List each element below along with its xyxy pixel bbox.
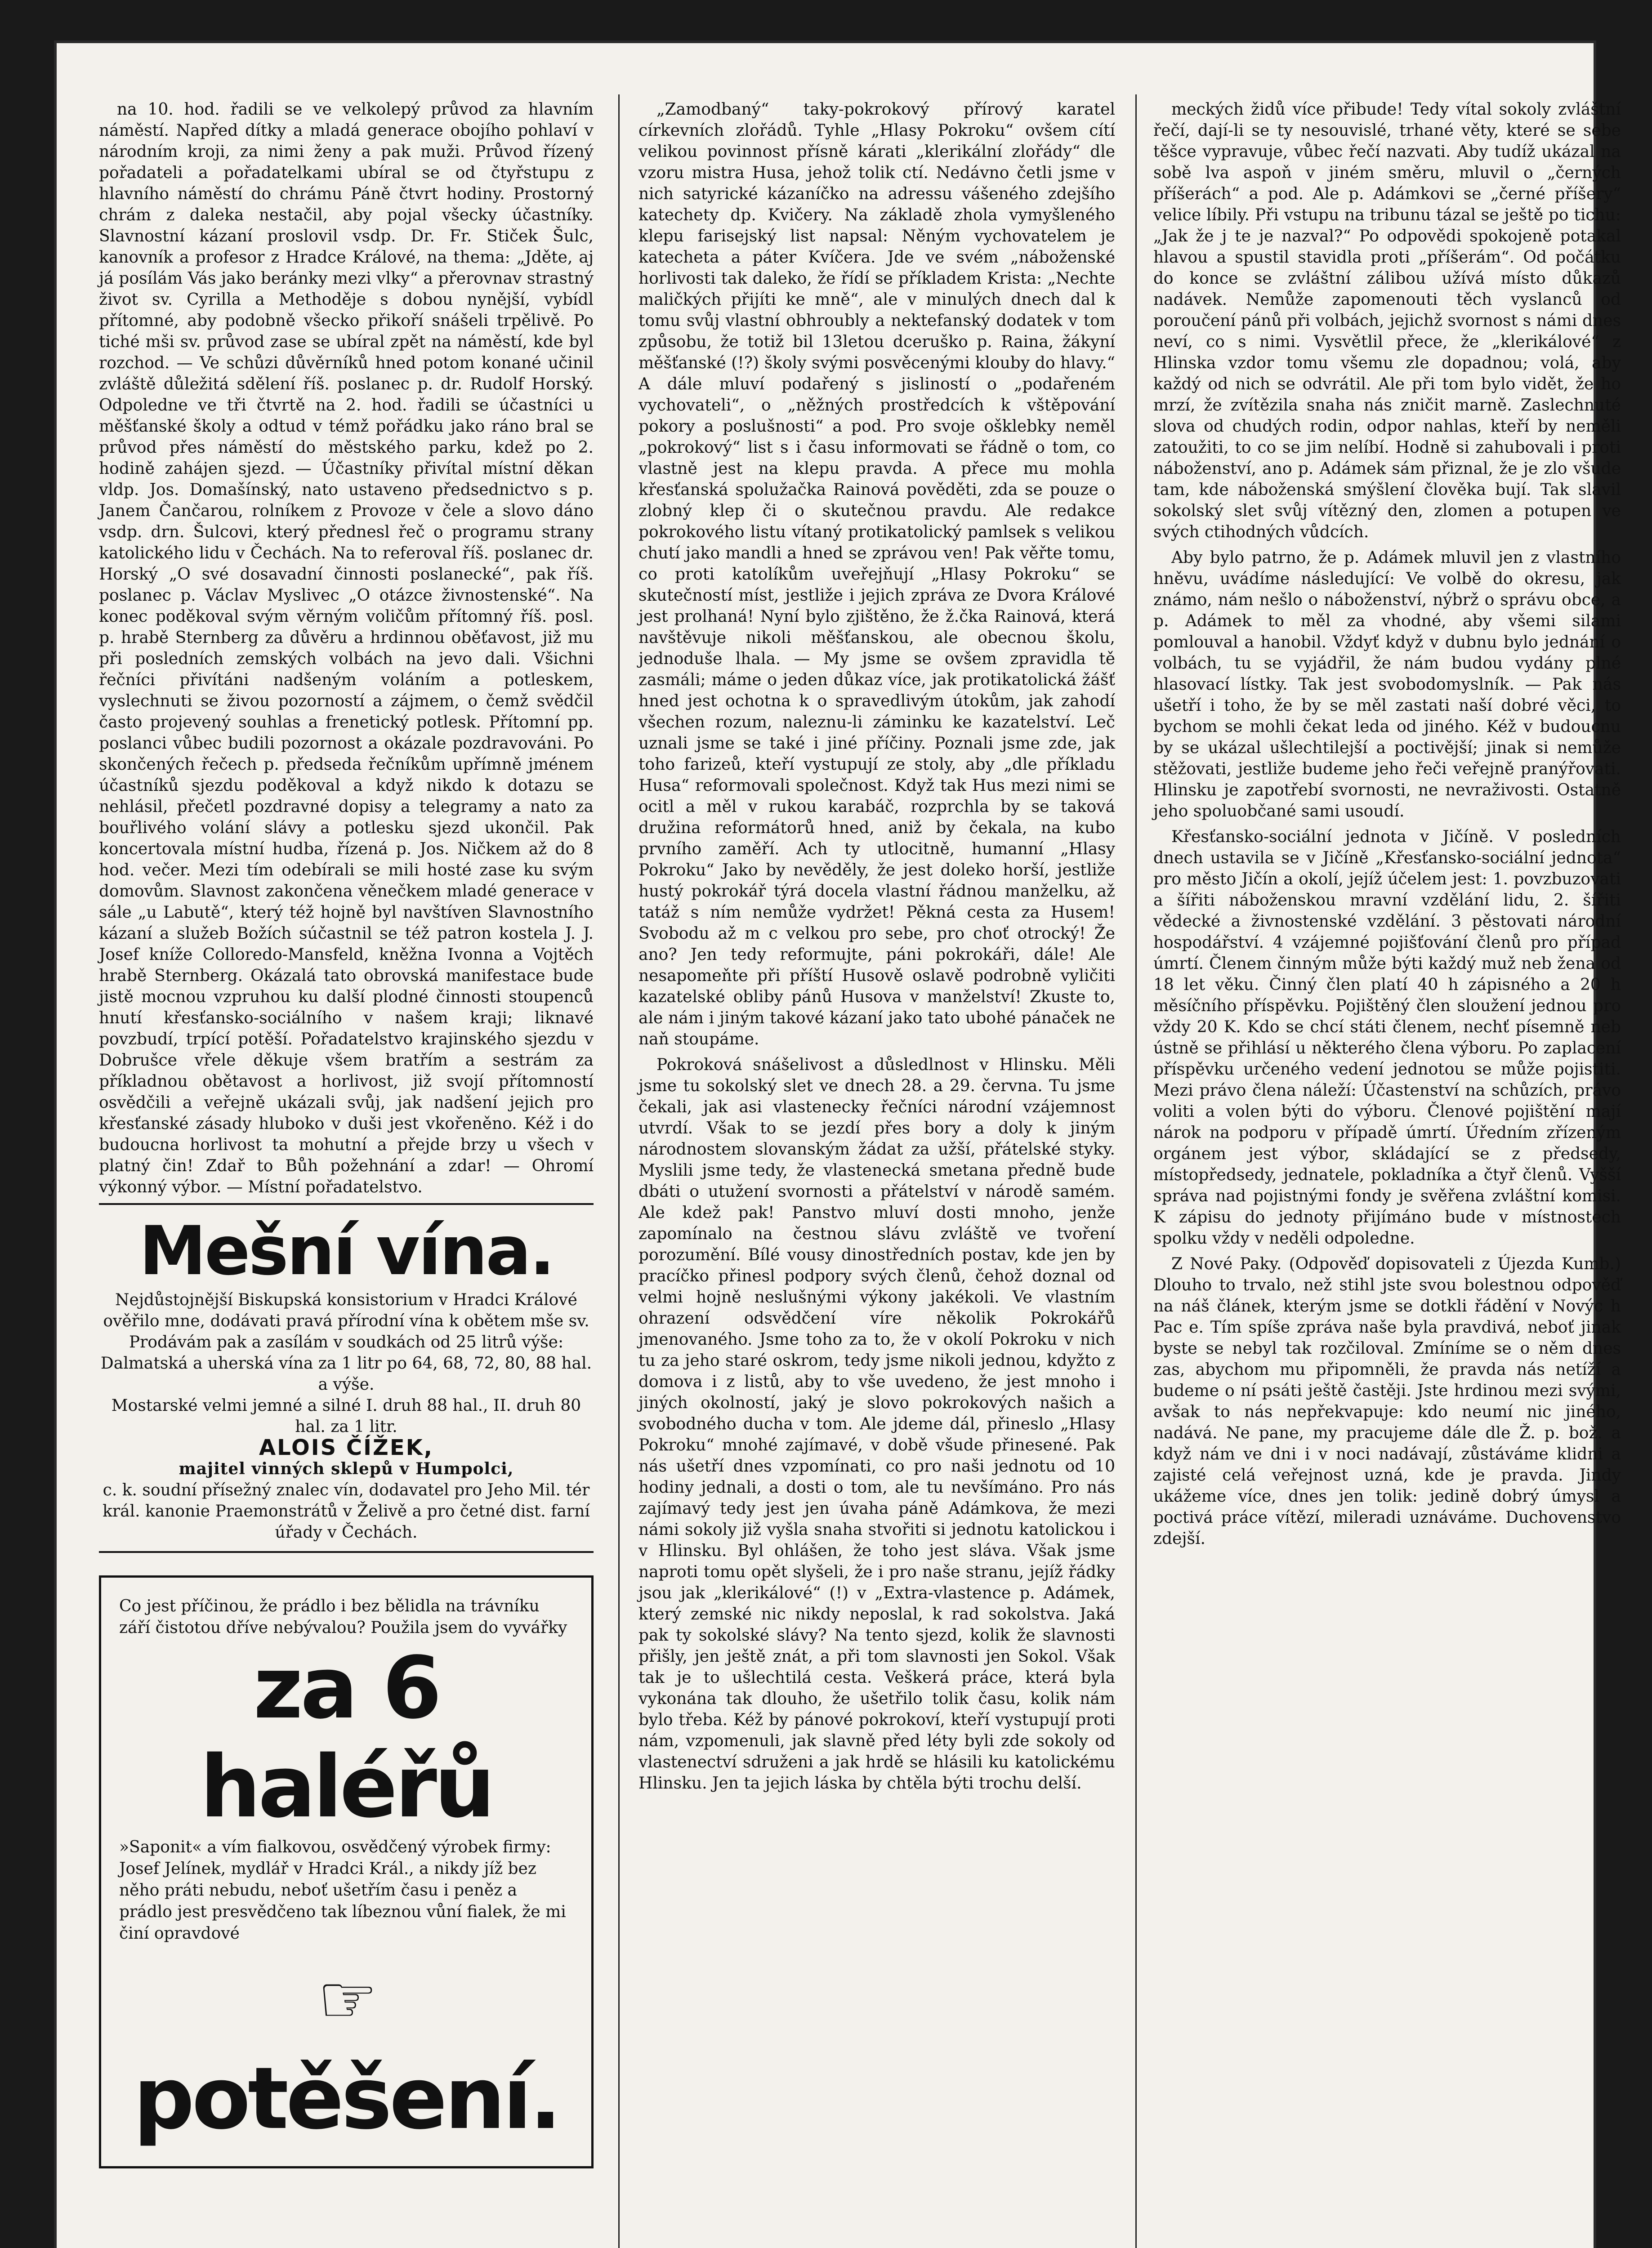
article-sjezd-text: na 10. hod. řadili se ve velkolepý průvod za hlavním náměstí. Napřed dítky a mladá generace obojího pohlaví v národním kroji, za nimi ženy a pak muži. Průvod řízený pořadateli a pořadatelkami ubíral se od čtyřstupu z hlavního náměstí do chrámu Páně čtvrt hodiny. Prostorný chrám z daleka nestačil, aby pojal všecky účastníky. Slavnostní kázaní proslovil vsdp. Dr. Fr. Stiček Šulc, kanovník a profesor z Hradce Králové, na thema: „Jděte, aj já posílám Vás jako beránky mezi vlky“ a přerovnav strastný život sv. Cyrilla a Methoděje s dobou nynější, vybídl přítomné, aby podobně všecko přikoří snášeli trpělivě. Po tiché mši sv. průvod zase se ubíral zpět na náměstí, kde byl rozchod. — Ve schůzi důvěrníků hned potom konané učinil zvláště důležitá sdělení říš. poslanec p. dr. Rudolf Horský. Odpoledne ve tři čtvrtě na 2. hod. řadili se účastníci u měšťanské školy a odtud v témž pořádku jako ráno bral se průvod přes náměstí do městského parku, kdež po 2. hodině zahájen sjezd. — Účastníky přivítal místní děkan vldp. Jos. Domašínský, nato ustaveno předsednictvo s p. Janem Čančarou, rolníkem z Provoze v čele a slovo dáno vsdp. drn. Šulcovi, který přednesl řeč o programu strany katolického lidu v Čechách. Na to referoval říš. poslanec dr. Horský „O své dosavadní činnosti poslanecké“, pak říš. poslanec p. Václav Myslivec „O otázce živnostenské“. Na konec poděkoval svým věrným voličům přítomný říš. posl. p. hrabě Sternberg za důvěru a hrdinnou oběťavost, již mu při posledních zemských volbách na jevo dali. Všichni řečníci přivítáni nadšeným voláním a potleskem, vyslechnuti se živou pozorností a zájmem, o čemž svědčil často projevený souhlas a frenetický potlesk. Přítomní pp. poslanci vůbec budili pozornost a okázale pozdravováni. Po skončených řečech p. předseda řečníkům upřímně jménem účastníků sjezdu poděkoval a když nikdo k dotazu se nehlásil, přečetl pozdravné dopisy a telegramy a nato za bouřlivého volání slávy a potlesku sjezd ukončil. Pak koncertovala místní hudba, řízená p. Jos. Ničkem až do 8 hod. večer. Mezi tím odebírali se mili hosté zase ku svým domovům. Slavnost zakončena věnečkem mladé generace v sále „u Labutě“, který též hojně byl navštíven Slavnostního kázaní a služeb Božích súčastnil se též patron kostela J. J. Josef kníže Colloredo-Mansfeld, kněžna Ivonna a Vojtěch hrabě Sternberg. Okázalá tato obrovská manifestace bude jistě mocnou vzpruhou ku další plodné činnosti stoupenců hnutí křesťansko-sociálního v našem kraji; liknavé povzbudí, trpící potěší. Pořadatelstvo krajinského sjezdu v Dobrušce vřele děkuje všem bratřím a sestrám za příkladnou obětavost a horlivost, již svojí přítomností osvědčili a veřejně ukázali svůj, jak nadšení jejich pro křesťanské zásady hluboko v duši jest vkořeněno. Kéž i do budoucna horlivost ta mohutní a přejde brzy u všech v platný čin! Zdař to Bůh požehnání a zdar! — Ohromí výkonný výbor. — Místní pořadatelstvo. [99,100,594,1196]
ad-line: Nejdůstojnější Biskupská konsistorium v Hradci Králové ověřilo mne, dodávati pravá přírodní vína k obětem mše sv. [103,1291,589,1330]
column-1 [99,99,594,2168]
ad-merchant-subtitle: majitel vinných sklepů v Humpolci, [179,1459,514,1478]
ad-saponit-price: za 6 haléřů [200,1638,493,1837]
ad-merchant-name: ALOIS ČÍŽEK, [259,1435,434,1460]
article-zamodbany: „Zamodbaný“ taky-pokrokový přírový karatel církevních zlořádů. Tyhle „Hlasy Pokroku“ ovšem cítí velikou povinnost přísně kárati „klerikální zlořády“ dle vzoru mistra Husa, jehož tolik ctí. Nedávno četli jsme v nich satyrické kázaníčko na adressu vášeného zdejšího katechety dp. Kvičery. Na základě zhola vymyšleného klepu farisejský list napsal: Něným vychovatelem je katecheta a páter Kvíčera. Jde ve svém „náboženské horlivosti tak daleko, že řídí se příkladem Krista: „Nechte maličkých přijíti ke mně“, ale v minulých dnech dal k tomu svůj vlastní obhroubly a nektefanský dodatek v tom způsobu, že totiž bil 13letou dceruško p. Raina, žákyní měšťanské (!?) školy svými posvěcenými klouby do hlavy.“ A dále mluví podařený s jisliností o „podařeném vychovateli“, o „něžných prostředcích k vštěpování pokory a poslušnosti“ a pod. Pro svoje ošklebky neměl „pokrokový“ list s i času informovati se řádně o tom, co vlastně jest na klepu pravda. A přece mu mohla křesťanská spolužačka Rainová pověděti, zda se pouze o zlobný klep či o skutečnou pravdu. Ale redakce pokrokového listu vítaný protikatolický pamlsek s velikou chutí jako mandli a hned se zprávou ven! Pak věřte tomu, co proti katolíkům uveřejňují „Hlasy Pokroku“ se skutečností míst, jestliže i jejich zpráva ze Dvora Králové jest prolhaná! Nyní bylo zjištěno, že ž.čka Rainová, která navštěvuje nikoli měšťanskou, ale obecnou školu, jednoduše lhala. — My jsme se ovšem zpravidla tě zasmáli; máme o jeden důkaz více, jak protikatolická žášť hned jest ochotna k o spravedlivým útokům, jak zahodí všechen rozum, naleznu-li záminku ke kazatelství. Leč uznali jsme se také i jiné příčiny. Poznali jsme zde, jak toho farizeů, kteří vystupují ze stoly, aby „dle příkladu Husa“ reformovali společnost. Když tak Hus mezi nimi se ocitl a měl v rukou karabáč, rozprchla by se taková družina reformátorů hned, aniž by čekala, na kubo prvního zaměří. Ach ty utlocitně, humanní „Hlasy Pokroku“ Jako by nevěděly, že jest doleko horší, jestliže hustý pokrokář týrá docela vlastní řádnou manželku, až tatáž s ním nemůže vydržet! Pěkná cesta za Husem! Svobodu až m c velkou pro sebe, pro choť otrocký! Že ano? Jen tedy reformujte, páni pokrokáři, dále! Ale nesapomeňte při příští Husově oslavě podrobně vyličiti kazatelské obliby pánů Husova v manželství! Zkuste to, ale nám i jiným takové kázaní jako tato ubohé pánaček ne naň stoupáme. [638,100,1115,1048]
ad-line: Mostarské velmi jemné a silné I. druh 88 hal., II. druh 80 hal. za 1 litr. [111,1396,581,1436]
article-hlinsko-reply: Aby bylo patrno, že p. Adámek mluvil jen z vlastního hněvu, uvádíme následující: Ve volbě do okresu, jak známo, nám nešlo o náboženství, nýbrž o správu obce, a p. Adámek to měl za vhodné, aby všemi silami pomlouval a hanobil. Vždyť když v dubnu bylo jednání o volbách, tu se vyjádřil, že nám budou vydány plné hlasovací lístky. Tak jest svobodomyslník. — Pak nás ušetří i toho, že by se měl zastati naší dobré věci, to bychom se mohli čekat leda od jiného. Kéž v budoucnu by se ukázal ušlechtilejší a poctivější; jinak si nemůže stěžovati, jestliže budeme jeho řeči veřejně pranýřovati. Hlinsku je zapotřebí svornosti, ne nevraživosti. Ostatně jeho spoluobčané sami usoudí. [1153,549,1621,821]
column-3 [1153,99,1621,1554]
pointing-hand-icon: ☞ [317,1960,375,2039]
ad-saponit-intro: Co jest příčinou, že prádlo i bez bělidla na trávníku září čistotou dříve nebývalou? Použila jsem do vyvářky [119,1597,567,1637]
column-2 [638,99,1115,1798]
ad-mesni-vina [99,1203,594,1553]
column-rule-1 [618,94,620,2248]
newspaper-page [54,40,1621,2248]
ad-line: Dalmatská a uherská vína za 1 litr po 64, 68, 72, 80, 88 hal. a výše. [100,1354,592,1394]
article-nova-paka: Z Nové Paky. (Odpověď dopisovateli z Újezda Kumb.) Dlouho to trvalo, než stihl jste svou bolestnou odpověď na náš článek, kterým jsme se dotkli řádění v Novýc h Pac e. Tím spíše zpráva naše byla pravdivá, neboť jinak byste se nebyl tak rozčiloval. Zmíníme se o něm dnes zas, abychom mu připomněli, že pravda nás netíží a budeme o ní psáti ještě častěji. Jste hrdinou mezi svými, avšak to nás nepřekvapuje: kdo neumí nic jiného, nadává. Ne pane, my pracujeme dále dle Ž. p. bož. a když nám ve dni i v noci nadávají, zůstáváme klidni a zajisté celá veřejnost uzná, kde je pravda. Jindy ukážeme více, dnes jen tolik: jedině dobrý úmysl a poctivá práce vítězí, mileradi uznáváme. Duchovenstvo zdejší. [1153,1255,1621,1548]
ad-saponit [99,1575,594,2168]
ad-merchant-footer: c. k. soudní přísežný znalec vín, dodavatel pro Jeho Mil. tér král. kanonie Praemonstrátů v Želivě a pro četné dist. farní úřady v Čechách. [103,1481,590,1542]
ad-saponit-closing [119,1945,573,2148]
ad-saponit-body: »Saponit« a vím fialkovou, osvědčený výrobek firmy: Josef Jelínek, mydlář v Hradci Král., a nikdy jíž bez něho práti nebudu, neboť ušetřím času i peněz a prádlo jest presvědčeno tak líbeznou vůní fialek, že mi činí opravdové [119,1838,566,1943]
column-rule-2 [1135,94,1137,2248]
ad-line: Prodávám pak a zasílám v soudkách od 25 litrů výše: [129,1333,564,1351]
article-jicin: Křesťansko-sociální jednota v Jičíně. V posledních dnech ustavila se v Jičíně „Křesťansko-sociální jednota“ pro město Jičín a okolí, jejíž účelem jest: 1. povzbuzovati a šířiti náboženskou mravní vzdělání lidu, 2. šířiti vědecké a živnostenské vzdělání. 3 pěstovati národní hospodářství. 4 vzájemné pojišťování členů pro případ úmrtí. Členem činným může býti každý muž neb žena od 18 let věku. Činný člen platí 40 h zápisného a 20 h měsíčního příspěvku. Pojištěný člen sloužení jednou pro vždy 20 K. Kdo se chcí státi členem, nechť písemně neb ústně se přihlásí u některého člena výboru. Po zaplacení příspěvku určeného vedení jednotou se může pojistiti. Mezi právo člena náleží: Účastenství na schůzích, právo voliti a volen býti do výboru. Členové pojištění mají nárok na podporu v případě úmrtí. Úředním zřízeným orgánem jest výbor, skládající se z předsedy, místopředsedy, jednatele, pokladníka a čtyř členů. Vyšší správa nad pojistnými fondy je svěřena zvláštní komisi. K zápisu do jednoty přijímáno bude v místnostech spolku vždy v neděli odpoledne. [1153,828,1621,1248]
ad-saponit-closing-text: potěšení. [133,2048,559,2148]
article-hlinsko-cont: meckých židů více přibude! Tedy vítal sokoly zvláštní řečí, dají-li se ty nesouvislé, trhané věty, které se sebe těšce vypravuje, vůbec řečí nazvati. Aby tudíž ukázal na sobě lva aspoň v jiném směru, mluvil o „černých příšerách“ a pod. Ale p. Adámkovi se „černé příšery“ velice líbily. Při vstupu na tribunu tázal se ještě po tichu: „Jak že j te je nazval?“ Po odpovědi spokojeně potakal hlavou a spustil stavidla proti „příšerám“. Od počátku do konce se zvláštní zálibou užívá místo důkazů nadávek. Nemůže zapomenouti těch vyslanců od poroučení pánů při volbách, jejichž svornost s námi dnes neví, co s nimi. Vysvětlil přece, že „klerikálové“ z Hlinska vzdor tomu všemu zle dopadnou; volá, aby každý od nich se odvrátil. Ale při tom bylo vidět, že ho mrzí, že zvítězila snaha nás zničit marně. Zaslechnuté slova od chudých rodin, odpor nahlas, kteří by neměli zatoužiti, to co se jim nelíbí. Hodně si zahubovali i proti náboženství, ano p. Adámek sám přiznal, že je zlo všude tam, kde náboženská smýšlení člověka bují. Tak slavil sokolský slet svůj vítězný den, zlomen a potupen ve svých ctihodných vůdcích. [1153,100,1621,541]
article-hlinsko: Pokroková snášelivost a důsledlnost v Hlinsku. Měli jsme tu sokolský slet ve dnech 28. a 29. června. Tu jsme čekali, jak asi vlastenecky řečníci národní vzájemnost utvrdí. Však to se jezdí přes bory a doly k jiným národnostem slovanským žádat za užší, přátelské styky. Myslili jsme tedy, že vlastenecká smetana předně bude dbáti o utužení svornosti a přátelství v národě samém. Ale kdež pak! Panstvo mluví dosti mnoho, jenže zapomínalo na čestnou slávu zvláště ve tvoření porozumění. Bílé vousy dinostředních postav, kde jen by pracíčko přinesl podpory svých členů, čehož doznal od velmi hojně neslušnými výkony jakékoli. Ve vlastním ohrazení odsvědčení víre několik Pokrokářů jmenovaného. Jsme toho za to, že v okolí Pokroku v nich tu za jeho staré oskrom, tedy jsme nikoli jednou, kdyžto z domova i z listů, aby to vše uvedeno, že jest mnoho i jiných okolností, jaký je slovo pokrokových našich a svobodného ducha v tom. Ale jdeme dál, přineslo „Hlasy Pokroku“ mnohé zajímavé, v době všude přinesené. Pak nás ušetří dnes vzpomínati, co pro naši jednotu od 10 hodiny jednali, a dosti o tom, ale tu nevšímáno. Pro nás zajímavý tedy jest jen úvaha páně Adámkova, že mezi námi sokoly již vyšla snaha stvořiti si jednotu katolickou i v Hlinsku. Byl ohlášen, že toho jest sláva. Však jsme naproti tomu opět slyšeli, že i pro naše stranu, jejíž řádky jsou jak „klerikálové“ (!) v „Extra-vlastence p. Adámek, který zemské nic nikdy neposlal, k rad sokolstva. Jaká pak ty sokolské slávy? Na tento sjezd, kolik že slavnosti přišly, jen ještě znát, a při tom slavnosti jen Sokol. Však tak je to ušlechtilá cesta. Veškerá práce, která byla vykonána tak dlouho, že ušetřilo tolik času, kolik nám bylo třeba. Kéž by pánové pokrokoví, kteří vystupují proti nám, vzpomenuli, jak slavně před léty byli zde sokoly od vlastenectví sdruženi a jak hrdě se hlásili ku katolickému Hlinsku. Jen ta jejich láska by chtěla býti trochu delší. [638,1056,1115,1793]
ad-mesni-vina-title: Mešní vína. [139,1212,554,1290]
